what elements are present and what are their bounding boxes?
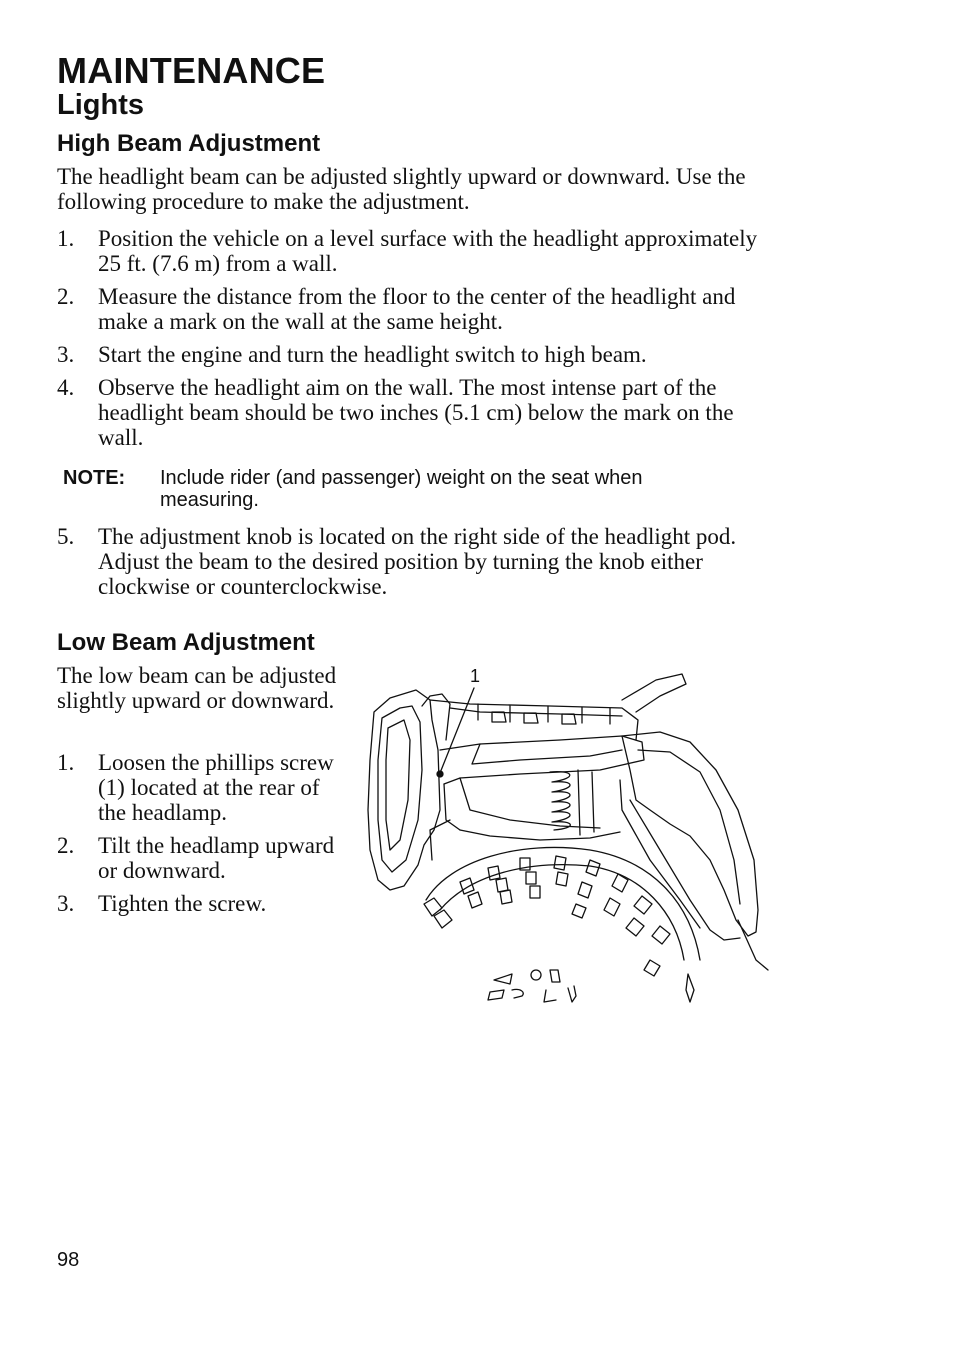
high-beam-intro: The headlight beam can be adjusted slightly upward or downward. Use the following procedure to make the adjustment. <box>57 164 746 214</box>
figure-callout: 1 <box>470 666 481 686</box>
handlebar-grip <box>622 674 686 712</box>
headlight-pod <box>440 736 644 784</box>
step-number: 1. <box>57 750 75 775</box>
list-item <box>57 891 347 916</box>
low-beam-intro: The low beam can be adjusted slightly upward or downward. <box>57 663 337 713</box>
screw-marker <box>437 771 443 777</box>
step-text: Position the vehicle on a level surface with the headlight approximately 25 ft. (7.6 m) from a wall. <box>98 226 758 276</box>
low-beam-heading: Low Beam Adjustment <box>57 629 315 656</box>
high-beam-heading: High Beam Adjustment <box>57 130 321 157</box>
note-text: Include rider (and passenger) weight on the seat when measuring. <box>160 467 643 511</box>
ground-marks <box>488 970 576 1002</box>
headlamp-illustration <box>360 660 780 1010</box>
list-item <box>57 284 777 334</box>
list-item <box>57 342 777 367</box>
step-text: Measure the distance from the floor to the center of the headlight and make a mark on the wall at the same height. <box>98 284 736 334</box>
step-number: 4. <box>57 375 75 400</box>
list-item <box>57 833 347 883</box>
step-number: 1. <box>57 226 75 251</box>
step-text: Observe the headlight aim on the wall. The most intense part of the headlight beam should be two inches (5.1 cm) below the mark on the wall. <box>98 375 734 450</box>
step-number: 3. <box>57 342 75 367</box>
step-text: The adjustment knob is located on the right side of the headlight pod. Adjust the beam to the desired position by turning the knob either clockwise or counterclockwise. <box>98 524 737 599</box>
list-item <box>57 226 777 276</box>
list-item <box>57 750 347 825</box>
page-number: 98 <box>57 1249 80 1271</box>
step-text: Tighten the screw. <box>98 891 267 916</box>
step-text: Loosen the phillips screw (1) located at the rear of the headlamp. <box>98 750 334 825</box>
step-number: 2. <box>57 284 75 309</box>
callout-leader-line <box>440 688 474 773</box>
note-label: NOTE: <box>63 467 126 489</box>
list-item <box>57 524 777 599</box>
step-number: 3. <box>57 891 75 916</box>
section-title: MAINTENANCE <box>57 50 326 91</box>
right-fender <box>622 732 758 936</box>
subsection-title: Lights <box>57 89 144 121</box>
high-beam-steps <box>57 226 777 458</box>
step-text: Start the engine and turn the headlight switch to high beam. <box>98 342 647 367</box>
suspension-spring <box>550 772 570 830</box>
step-number: 2. <box>57 833 75 858</box>
step-text: Tilt the headlamp upward or downward. <box>98 833 335 883</box>
list-item <box>57 375 777 450</box>
step-number: 5. <box>57 524 75 549</box>
high-beam-steps-continued <box>57 524 777 599</box>
low-beam-steps <box>57 750 347 924</box>
